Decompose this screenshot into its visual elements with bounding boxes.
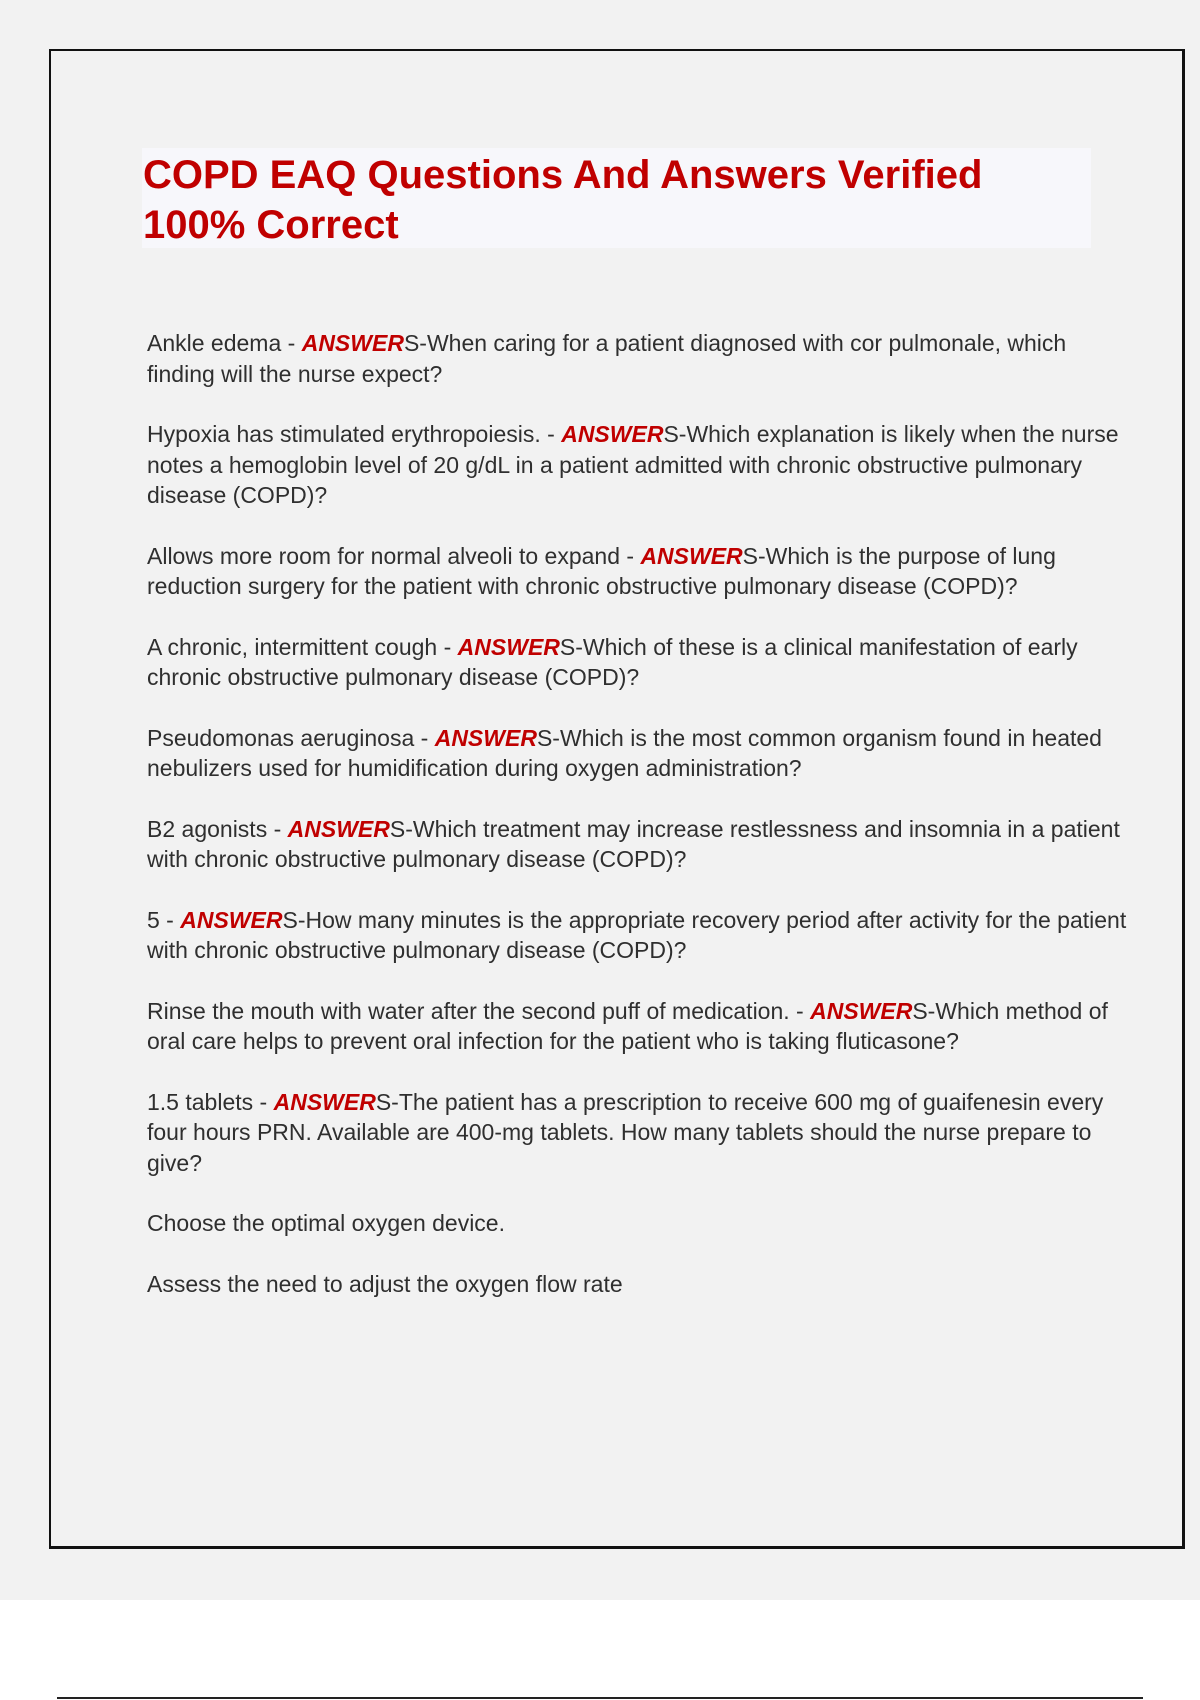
- qa-question: Which is the most common organism found in heated nebulizers used for humidification during oxygen administration?: [147, 724, 1102, 781]
- title-banner: [142, 148, 1091, 248]
- answer-marker: ANSWER: [301, 330, 404, 356]
- page-divider: [57, 1697, 1143, 1699]
- qa-question: Which method of oral care helps to prevent oral infection for the patient who is taking fluticasone?: [147, 997, 1108, 1054]
- qa-item: B2 agonists - ANSWERS-Which treatment may increase restlessness and insomnia in a patient with chronic obstructive pulmonary disease (COPD)?: [147, 815, 1120, 872]
- answer-marker: ANSWER: [287, 815, 390, 842]
- document-page: [49, 49, 1185, 1549]
- answer-marker: ANSWER: [561, 421, 664, 447]
- qa-answer: Hypoxia has stimulated erythropoiesis.: [147, 421, 541, 447]
- qa-question: Which is the purpose of lung reduction surgery for the patient with chronic obstructive pulmonary disease (COPD)?: [147, 542, 1056, 599]
- qa-item: Pseudomonas aeruginosa - ANSWERS-Which is the most common organism found in heated nebulizers used for humidification during oxygen administration?: [147, 724, 1102, 781]
- qa-answer: 1.5 tablets: [147, 1088, 254, 1115]
- qa-question: Which treatment may increase restlessness and insomnia in a patient with chronic obstructive pulmonary disease (COPD)?: [147, 815, 1120, 872]
- qa-item: 1.5 tablets - ANSWERS-The patient has a prescription to receive 600 mg of guaifenesin every four hours PRN. Available are 400-mg tablets. How many tablets should the nurse prepare to give?: [147, 1088, 1104, 1176]
- qa-answer: B2 agonists: [147, 815, 268, 842]
- answer-marker: ANSWER: [273, 1088, 376, 1115]
- qa-answer: 5: [147, 906, 160, 933]
- qa-item: Ankle edema - ANSWERS-When caring for a patient diagnosed with cor pulmonale, which finding will the nurse expect?: [147, 330, 1067, 387]
- qa-question: Which explanation is likely when the nurse notes a hemoglobin level of 20 g/dL in a patient admitted with chronic obstructive pulmonary disease (COPD)?: [147, 421, 1119, 508]
- qa-item: 5 - ANSWERS-How many minutes is the appropriate recovery period after activity for the patient with chronic obstructive pulmonary disease (COPD)?: [147, 906, 1127, 963]
- answer-marker: ANSWER: [810, 997, 913, 1024]
- answer-marker: ANSWER: [180, 906, 283, 933]
- qa-answer: Ankle edema: [147, 330, 282, 356]
- trailing-line: Assess the need to adjust the oxygen flow rate: [147, 1270, 623, 1297]
- qa-answer: Allows more room for normal alveoli to expand: [147, 542, 620, 569]
- qa-question: Which of these is a clinical manifestation of early chronic obstructive pulmonary disease (COPD)?: [147, 633, 1078, 690]
- qa-list: [147, 328, 1137, 1329]
- qa-question: When caring for a patient diagnosed with cor pulmonale, which finding will the nurse expect?: [147, 330, 1067, 387]
- qa-question: The patient has a prescription to receive 600 mg of guaifenesin every four hours PRN. Available are 400-mg tablets. How many tablets should the nurse prepare to give?: [147, 1088, 1104, 1176]
- qa-item: Hypoxia has stimulated erythropoiesis. - ANSWERS-Which explanation is likely when the nurse notes a hemoglobin level of 20 g/dL in a patient admitted with chronic obstructive pulmonary disease (COPD)?: [147, 421, 1119, 508]
- trailing-line: Choose the optimal oxygen device.: [147, 1210, 505, 1236]
- qa-item: Allows more room for normal alveoli to expand - ANSWERS-Which is the purpose of lung reduction surgery for the patient with chronic obstructive pulmonary disease (COPD)?: [147, 542, 1056, 599]
- qa-item: A chronic, intermittent cough - ANSWERS-Which of these is a clinical manifestation of early chronic obstructive pulmonary disease (COPD)?: [147, 633, 1078, 690]
- document-title: COPD EAQ Questions And Answers Verified 100% Correct: [143, 153, 983, 247]
- answer-marker: ANSWER: [457, 633, 560, 660]
- qa-answer: Rinse the mouth with water after the second puff of medication.: [147, 997, 790, 1024]
- answer-marker: ANSWER: [640, 542, 743, 569]
- qa-answer: Pseudomonas aeruginosa: [147, 724, 415, 751]
- answer-marker: ANSWER: [434, 724, 537, 751]
- qa-answer: A chronic, intermittent cough: [147, 633, 438, 660]
- qa-question: How many minutes is the appropriate recovery period after activity for the patient with chronic obstructive pulmonary disease (COPD)?: [147, 906, 1127, 963]
- qa-item: Rinse the mouth with water after the second puff of medication. - ANSWERS-Which method of oral care helps to prevent oral infection for the patient who is taking fluticasone?: [147, 997, 1108, 1054]
